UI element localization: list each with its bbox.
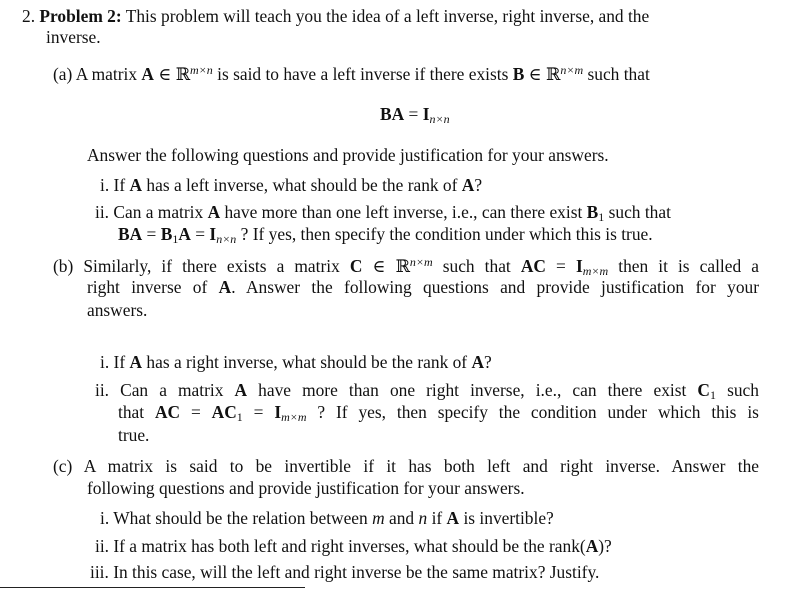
part-c-question-ii: ii. If a matrix has both left and right inverses, what should be the rank(A)?: [95, 536, 612, 556]
part-b-line-3: answers.: [87, 300, 148, 320]
part-b-question-ii-line-3: true.: [118, 425, 150, 445]
part-c-line-1: (c) A matrix is said to be invertible if it has both left and right inverse. Answer the: [53, 456, 760, 476]
part-a-equation: BA = $I_{n\times n}$: [380, 104, 450, 126]
part-c-line-2: following questions and provide justification for your answers.: [87, 478, 525, 498]
part-b-question-i: i. If A has a right inverse, what should be the rank of A?: [100, 352, 492, 372]
part-c-question-i: i. What should be the relation between m and n if A is invertible?: [100, 508, 554, 528]
part-a-label: (a): [53, 64, 73, 84]
footnote-rule: [0, 587, 305, 588]
problem-intro-line-2: inverse.: [46, 27, 101, 47]
part-c-question-iii: iii. In this case, will the left and right inverse be the same matrix? Justify.: [90, 562, 600, 582]
part-a-line-1: (a) A matrix A ∈ ℝ$^{m\times n}$ is said to have a left inverse if there exists B ∈ ℝ$^{n\times m}$ such that: [53, 63, 650, 84]
problem-intro-1: This problem will teach you the idea of a left inverse, right inverse, and the: [125, 6, 650, 26]
part-b-label: (b): [53, 256, 74, 276]
problem-header-line: [22, 6, 649, 27]
part-b-line-1: (b) Similarly, if there exists a matrix C ∈ ℝ$^{n\times m}$ such that AC = $I_{m\times m}$ then it is called a: [53, 255, 759, 278]
part-a-question-ii-line-1: ii. Can a matrix A have more than one left inverse, i.e., can there exist $B_1$ such that: [95, 202, 671, 224]
part-a-question-ii-line-2: BA = $B_1A = I_{n\times n}$ ? If yes, then specify the condition under which this is true.: [118, 224, 653, 246]
part-a-question-i: i. If A has a left inverse, what should be the rank of A?: [100, 175, 483, 195]
part-b-question-ii-line-1: ii. Can a matrix A have more than one right inverse, i.e., can there exist $C_1$ such: [95, 380, 759, 402]
part-a-answer-instructions: Answer the following questions and provide justification for your answers.: [87, 145, 609, 165]
part-b-question-ii-line-2: that AC = $AC_1 = I_{m\times m}$ ? If yes, then specify the condition under which this is: [118, 402, 759, 424]
part-c-label: (c): [53, 456, 73, 476]
problem-title: Problem 2:: [39, 6, 122, 26]
problem-number: 2.: [22, 6, 36, 26]
part-b-line-2: right inverse of A. Answer the following questions and provide justification for your: [87, 277, 759, 297]
